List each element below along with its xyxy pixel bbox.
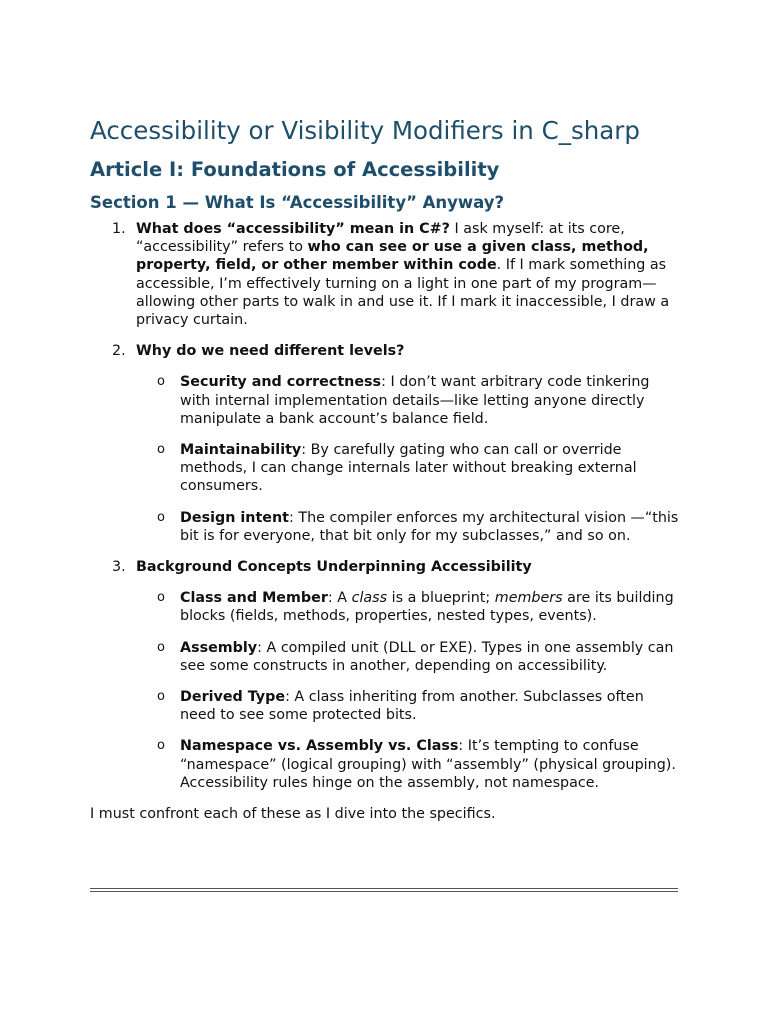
bullet-lead: Maintainability xyxy=(180,442,302,459)
bullet-list xyxy=(136,373,680,545)
bullet-marker: o xyxy=(157,738,165,754)
bullet-item xyxy=(135,737,680,792)
bullet-item xyxy=(135,373,680,428)
list-item-1 xyxy=(90,220,680,329)
bullet-text: : It’s tempting to confuse “namespace” (logical grouping) with “assembly” (physical grouping). Accessibility rules hinge on the assembly, not namespace. xyxy=(180,738,676,791)
bullet-lead: Namespace vs. Assembly vs. Class xyxy=(180,738,459,755)
bullet-marker: o xyxy=(157,590,165,606)
bullet-text: : By carefully gating who can call or override methods, I can change internals later without breaking external consumers. xyxy=(180,442,637,495)
bullet-item xyxy=(135,509,680,545)
item-lead: Background Concepts Underpinning Accessibility xyxy=(136,559,532,576)
bullet-italic: members xyxy=(494,590,563,607)
bullet-lead: Class and Member xyxy=(180,590,328,607)
article-heading: Article I: Foundations of Accessibility xyxy=(90,158,500,181)
numbered-list xyxy=(90,220,680,792)
bullet-item xyxy=(135,589,680,625)
bullet-text: : The compiler enforces my architectural vision —“this bit is for everyone, that bit only for my subclasses,” and so on. xyxy=(180,509,679,544)
bullet-lead: Security and correctness xyxy=(180,374,382,391)
item-text: . If I mark something as accessible, I’m effectively turning on a light in one part of my program—allowing other parts to walk in and use it. If I mark it inaccessible, I draw a privacy curtain. xyxy=(136,257,670,329)
list-item-3 xyxy=(90,558,680,792)
bullet-marker: o xyxy=(157,509,165,525)
bullet-marker: o xyxy=(157,442,165,458)
document-title: Accessibility or Visibility Modifiers in C_sharp xyxy=(90,116,640,145)
bullet-list xyxy=(136,589,680,792)
section-heading: Section 1 — What Is “Accessibility” Anyway? xyxy=(90,193,505,212)
bullet-lead: Design intent xyxy=(180,509,289,526)
item-lead: What does “accessibility” mean in C#? xyxy=(136,221,450,237)
list-number: 1. xyxy=(112,221,126,237)
bullet-item xyxy=(135,688,680,724)
item-lead: Why do we need different levels? xyxy=(136,343,405,360)
bullet-text: is a blueprint; xyxy=(387,590,495,607)
bullet-text: : I don’t want arbitrary code tinkering with internal implementation details—like letting anyone directly manipulate a bank account’s balance field. xyxy=(180,374,650,427)
bullet-text: : A class inheriting from another. Subclasses often need to see some protected bits. xyxy=(180,689,644,724)
bullet-text: : A compiled unit (DLL or EXE). Types in one assembly can see some constructs in another, depending on accessibility. xyxy=(180,639,674,674)
bullet-marker: o xyxy=(157,639,165,655)
closing-paragraph: I must confront each of these as I dive into the specifics. xyxy=(90,806,496,823)
list-number: 2. xyxy=(112,343,126,360)
item-emphasis: who can see or use a given class, method, property, field, or other member within code xyxy=(136,239,649,274)
bullet-marker: o xyxy=(157,689,165,705)
list-item-2 xyxy=(90,342,680,545)
bullet-lead: Assembly xyxy=(180,639,258,656)
bullet-text: : A xyxy=(327,590,352,607)
bullet-italic: class xyxy=(351,590,388,607)
document-page xyxy=(90,114,680,838)
item-text: I ask myself: at its core, “accessibility” refers to xyxy=(136,221,625,256)
bullet-item xyxy=(135,639,680,675)
bullet-text: are its building blocks (fields, methods, properties, nested types, events). xyxy=(180,590,674,625)
bullet-marker: o xyxy=(157,374,165,390)
bullet-item xyxy=(135,441,680,496)
list-number: 3. xyxy=(112,559,126,576)
bullet-lead: Derived Type xyxy=(180,689,286,706)
horizontal-rule xyxy=(90,888,678,892)
